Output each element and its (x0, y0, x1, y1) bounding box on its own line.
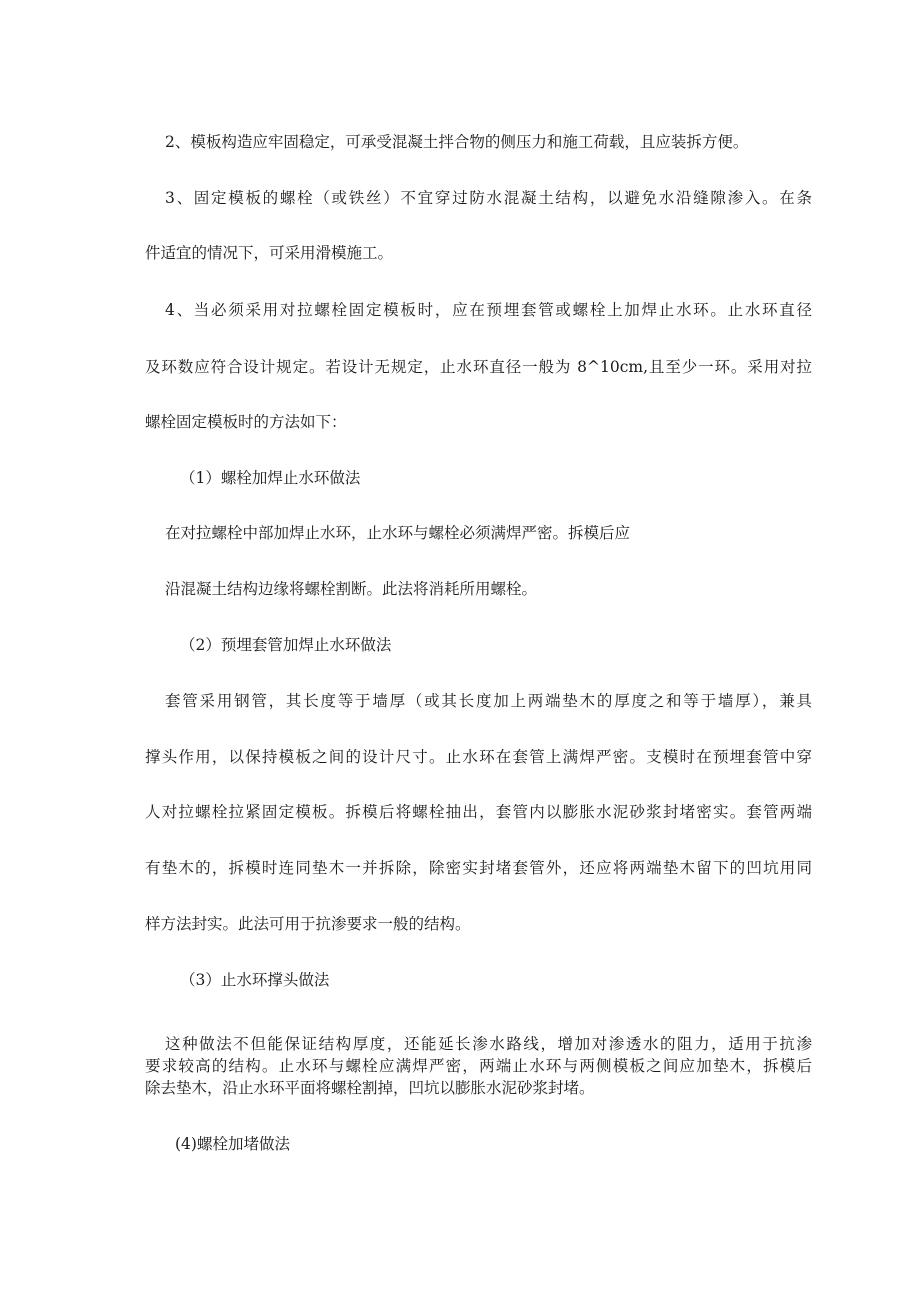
method-2-line-5: 样方法封实。此法可用于抗渗要求一般的结构。 (145, 915, 471, 933)
paragraph-4-line-3: 螺栓固定模板时的方法如下： (145, 413, 347, 431)
method-1-line-1: 在对拉螺栓中部加焊止水环，止水环与螺栓必须满焊严密。拆模后应 (165, 524, 631, 542)
method-1-line-2: 沿混凝土结构边缘将螺栓割断。此法将消耗所用螺栓。 (165, 580, 538, 598)
paragraph-4-line-1: 4、当必须采用对拉螺栓固定模板时，应在预埋套管或螺栓上加焊止水环。止水环直径 (165, 301, 812, 319)
method-2-line-3: 人对拉螺栓拉紧固定模板。拆模后将螺栓抽出，套管内以膨胀水泥砂浆封堵密实。套管两端 (145, 803, 812, 821)
method-3-line-3: 除去垫木，沿止水环平面将螺栓割掉，凹坑以膨胀水泥砂浆封堵。 (145, 1079, 595, 1097)
paragraph-2: 2、模板构造应牢固稳定，可承受混凝土拌合物的侧压力和施工荷载，且应装拆方便。 (165, 133, 749, 151)
paragraph-3-line-2: 件适宜的情况下，可采用滑模施工。 (145, 244, 394, 262)
paragraph-3-line-1: 3、固定模板的螺栓（或铁丝）不宜穿过防水混凝土结构，以避免水沿缝隙渗入。在条 (165, 189, 812, 207)
paragraph-4-line-2: 及环数应符合设计规定。若设计无规定，止水环直径一般为 8^10cm,且至少一环。采用对拉 (145, 358, 812, 376)
method-2-line-4: 有垫木的，拆模时连同垫木一并拆除，除密实封堵套管外，还应将两端垫木留下的凹坑用同 (145, 859, 812, 877)
method-2-line-1: 套管采用钢管，其长度等于墙厚（或其长度加上两端垫木的厚度之和等于墙厚），兼具 (165, 692, 812, 710)
method-3-line-2: 要求较高的结构。止水环与螺栓应满焊严密，两端止水环与两侧模板之间应加垫木，拆模后 (145, 1057, 812, 1075)
method-3-line-1: 这种做法不但能保证结构厚度，还能延长渗水路线，增加对渗透水的阻力，适用于抗渗 (165, 1035, 812, 1053)
heading-method-1: （1）螺栓加焊止水环做法 (180, 469, 361, 487)
heading-method-4: (4)螺栓加堵做法 (175, 1135, 290, 1153)
method-2-line-2: 撑头作用，以保持模板之间的设计尺寸。止水环在套管上满焊严密。支模时在预埋套管中穿 (145, 748, 812, 766)
heading-method-2: （2）预埋套管加焊止水环做法 (180, 636, 392, 654)
heading-method-3: （3）止水环撑头做法 (180, 971, 330, 989)
